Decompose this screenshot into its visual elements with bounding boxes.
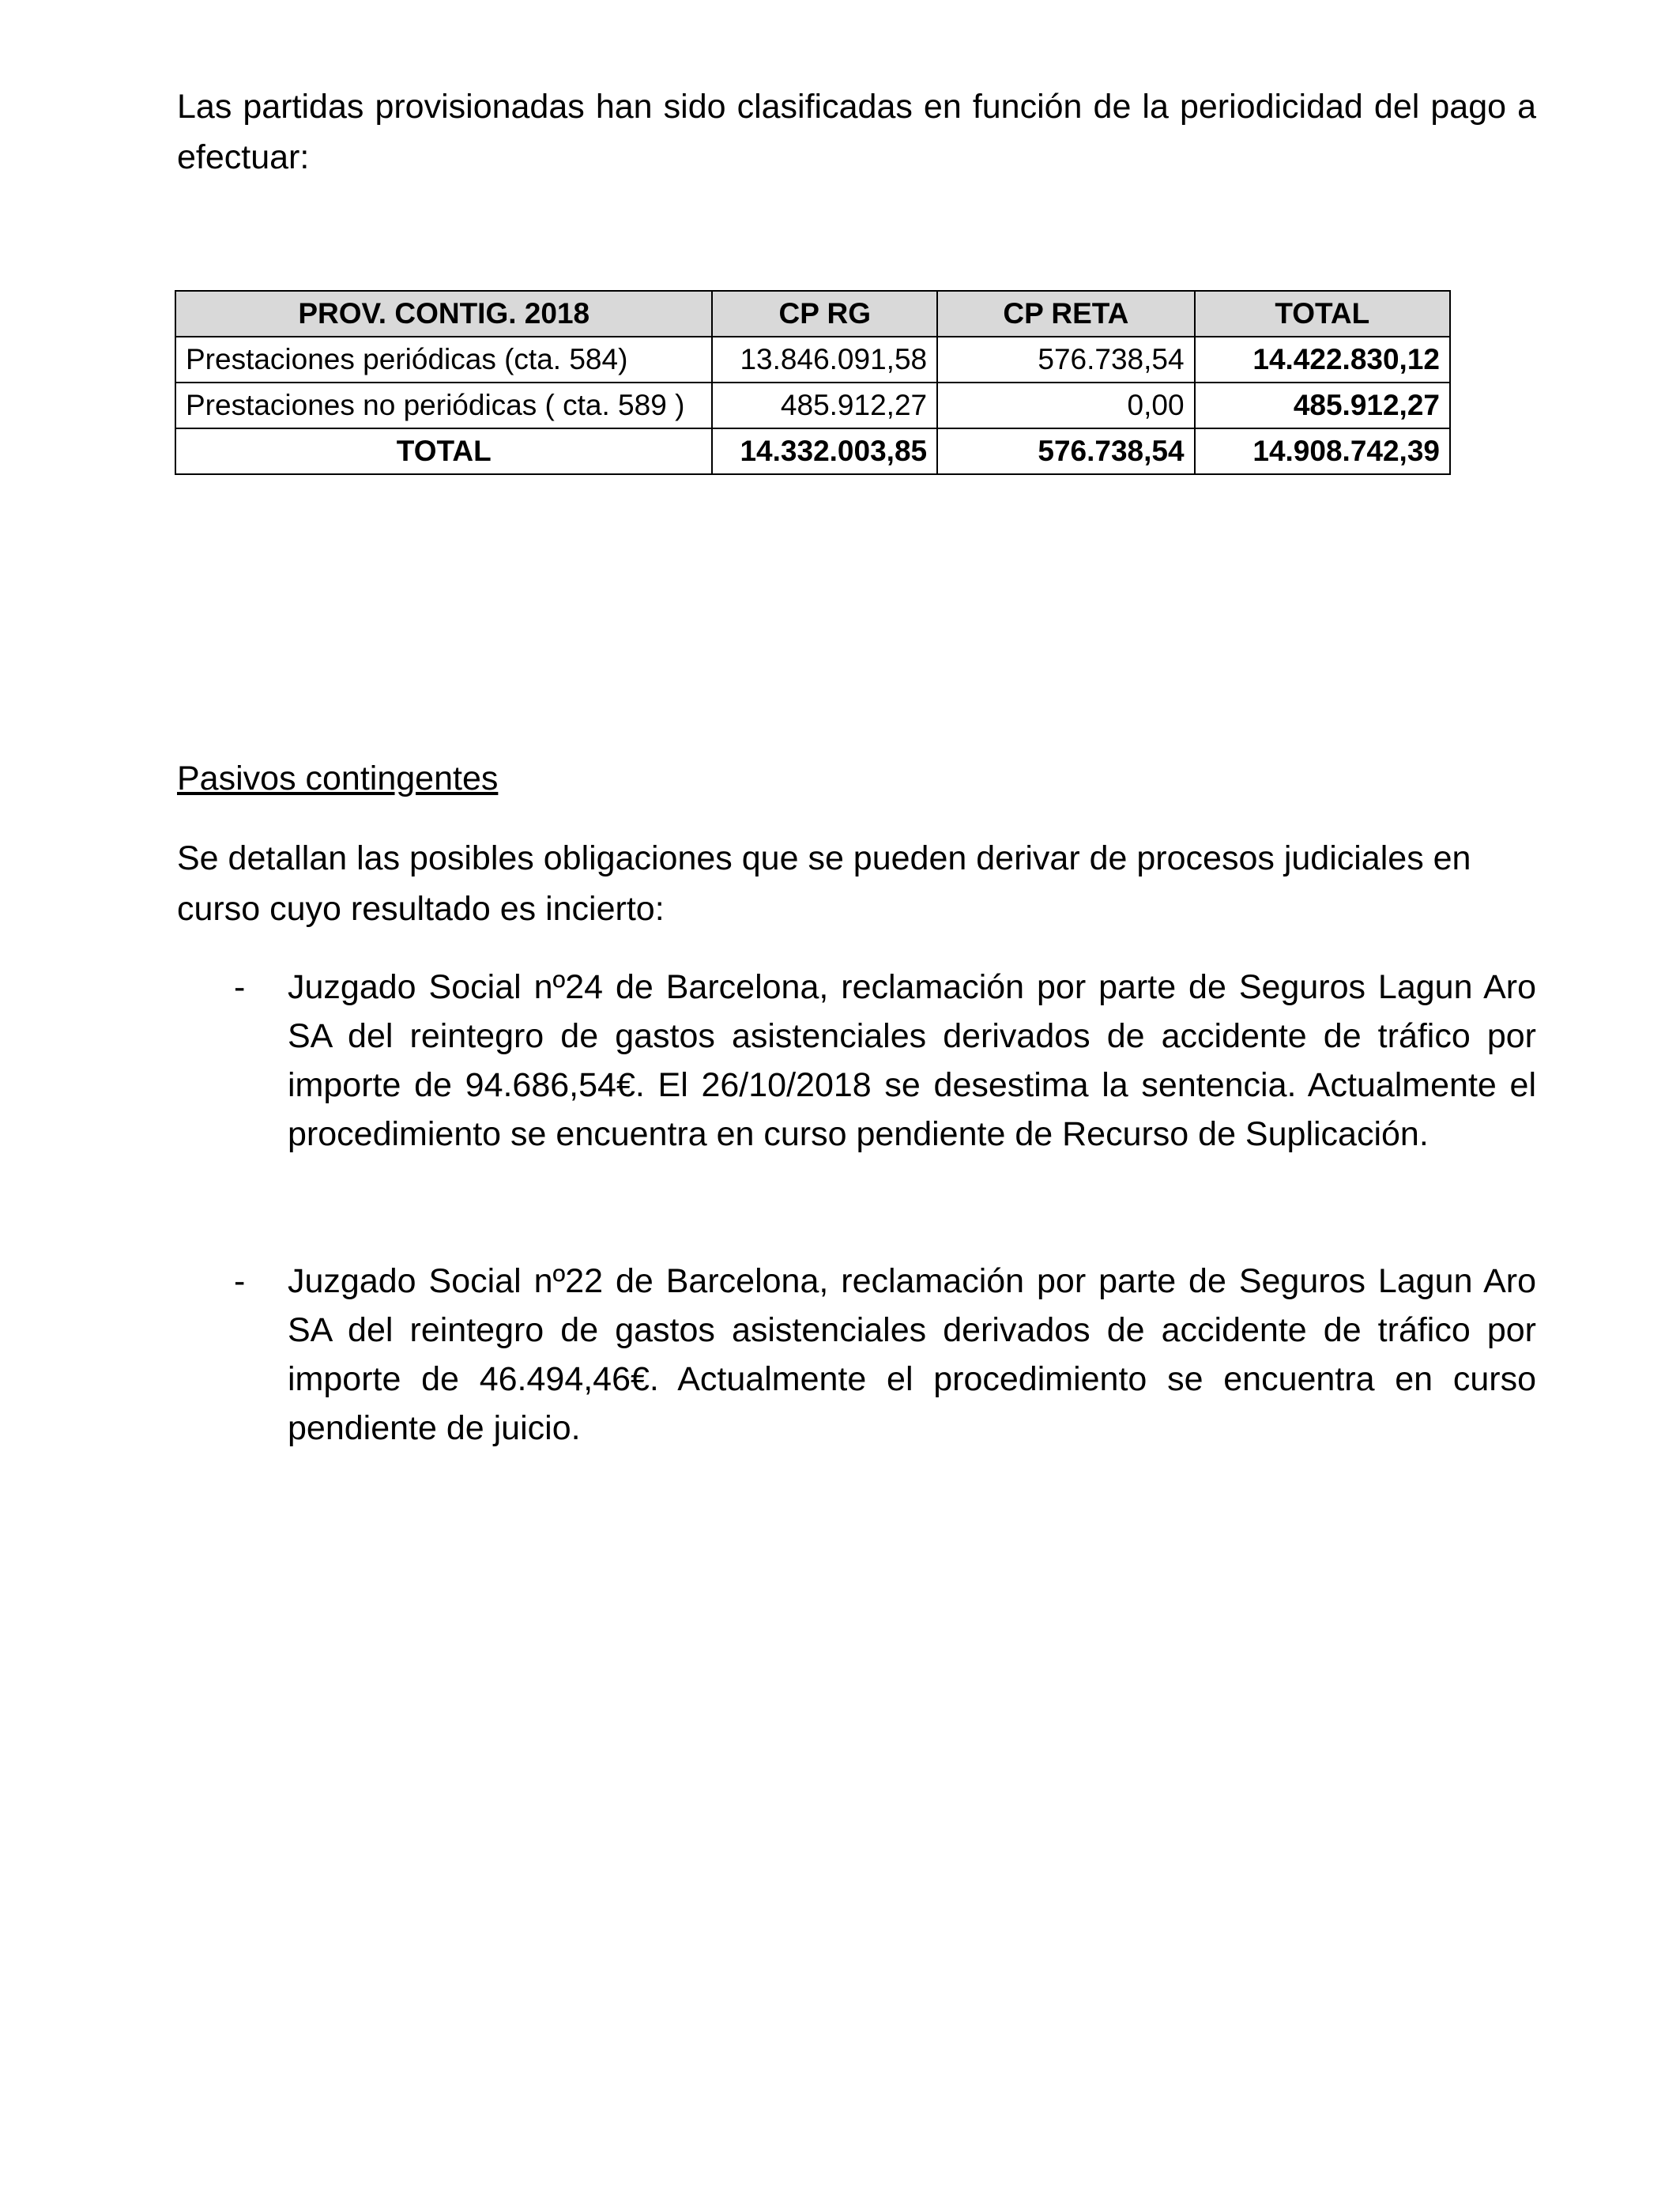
- header-cp-rg: CP RG: [712, 291, 937, 337]
- cell-cp-reta: 576.738,54: [937, 337, 1194, 383]
- row-label: Prestaciones no periódicas ( cta. 589 ): [175, 383, 712, 428]
- cell-cp-rg: 13.846.091,58: [712, 337, 937, 383]
- header-cp-reta: CP RETA: [937, 291, 1194, 337]
- cell-cp-reta: 0,00: [937, 383, 1194, 428]
- total-label: TOTAL: [175, 428, 712, 474]
- total-cp-reta: 576.738,54: [937, 428, 1194, 474]
- header-total: TOTAL: [1195, 291, 1450, 337]
- intro-paragraph: Las partidas provisionadas han sido clasificadas en función de la periodicidad del pago a efectuar:: [177, 88, 1536, 176]
- bullet-dash: -: [234, 1262, 246, 1300]
- total-total: 14.908.742,39: [1195, 428, 1450, 474]
- list-item-text: Juzgado Social nº24 de Barcelona, reclamación por parte de Seguros Lagun Aro SA del reintegro de gastos asistenciales derivados de accidente de tráfico por importe de 94.686,54€. El 26/10/2018 se desestima la sentencia. Actualmente el procedimiento se encuentra en curso pendiente de Recurso de Suplicación.: [288, 968, 1536, 1153]
- total-cp-rg: 14.332.003,85: [712, 428, 937, 474]
- row-label: Prestaciones periódicas (cta. 584): [175, 337, 712, 383]
- section-heading: Pasivos contingentes: [177, 760, 499, 797]
- cell-cp-rg: 485.912,27: [712, 383, 937, 428]
- table-row: [175, 383, 1450, 428]
- table-header-row: [175, 291, 1450, 337]
- section-intro-paragraph: Se detallan las posibles obligaciones que se pueden derivar de procesos judiciales en curso cuyo resultado es incierto:: [177, 839, 1471, 928]
- table-total-row: [175, 428, 1450, 474]
- cell-total: 14.422.830,12: [1195, 337, 1450, 383]
- header-prov-contig: PROV. CONTIG. 2018: [175, 291, 712, 337]
- bullet-dash: -: [234, 968, 246, 1006]
- list-item-text: Juzgado Social nº22 de Barcelona, reclamación por parte de Seguros Lagun Aro SA del reintegro de gastos asistenciales derivados de accidente de tráfico por importe de 46.494,46€. Actualmente el procedimiento se encuentra en curso pendiente de juicio.: [288, 1262, 1536, 1447]
- provisions-table: [175, 290, 1451, 475]
- table-row: [175, 337, 1450, 383]
- cell-total: 485.912,27: [1195, 383, 1450, 428]
